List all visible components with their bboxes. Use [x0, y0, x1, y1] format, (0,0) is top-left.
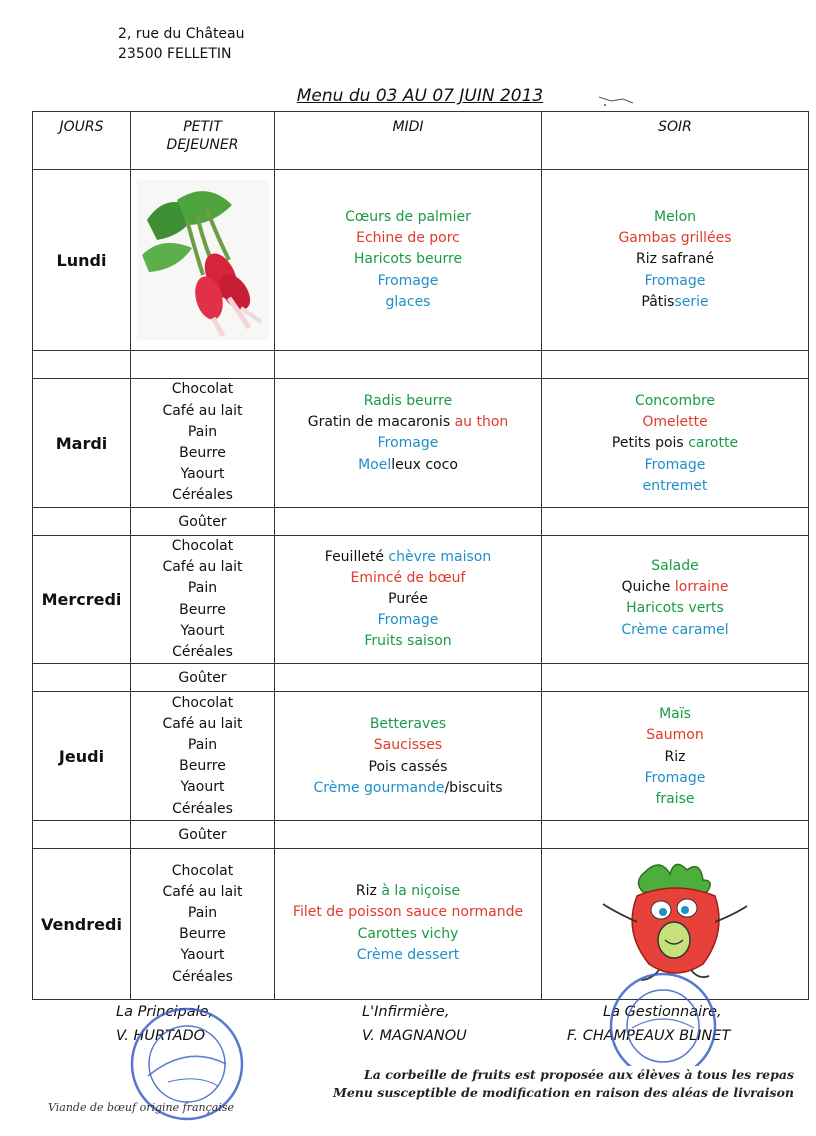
vendredi-midi: [275, 849, 542, 1000]
menu-title: Menu du 03 AU 07 JUIN 2013: [296, 86, 544, 106]
breakfast-item: Chocolat: [171, 694, 234, 711]
row-mardi: [33, 379, 809, 508]
menu-item: Pâtisserie: [641, 293, 709, 310]
mardi-midi: [275, 379, 542, 508]
row-mercredi-gouter: [33, 664, 809, 692]
beef-origin-note: Viande de bœuf origine française: [48, 1101, 234, 1114]
lundi-midi: [275, 170, 542, 351]
header-midi: MIDI: [275, 112, 542, 170]
breakfast-item: Pain: [187, 423, 218, 440]
address-city: 23500 FELLETIN: [118, 46, 232, 62]
day-vendredi: Vendredi: [33, 849, 131, 1000]
breakfast-item: Beurre: [179, 926, 226, 943]
menu-item: Saumon: [646, 727, 704, 744]
infirmiere-role: L'Infirmière,: [362, 1004, 450, 1020]
breakfast-item: Beurre: [179, 758, 226, 775]
breakfast-item: Café au lait: [162, 883, 243, 900]
menu-item: entremet: [642, 477, 708, 494]
header-petit-dejeuner: PETIT DEJEUNER: [131, 112, 275, 170]
breakfast-item: Céréales: [172, 968, 233, 985]
breakfast-item: Chocolat: [171, 862, 234, 879]
radish-image: [137, 180, 269, 340]
menu-item: Melon: [653, 208, 697, 225]
day-lundi: Lundi: [33, 170, 131, 351]
day-jeudi: Jeudi: [33, 692, 131, 821]
menu-item: Carottes vichy: [357, 925, 459, 942]
gouter-label: Goûter: [131, 821, 275, 849]
breakfast-item: Café au lait: [162, 715, 243, 732]
pen-mark-icon: [597, 91, 637, 111]
lundi-soir: [542, 170, 809, 351]
breakfast-item: Yaourt: [180, 779, 225, 796]
menu-item: Purée: [388, 591, 428, 607]
mardi-soir: [542, 379, 809, 508]
principale-name: V. HURTADO: [116, 1028, 206, 1044]
menu-item: Filet de poisson sauce normande: [292, 904, 524, 921]
menu-item: Concombre: [634, 393, 716, 409]
gestionnaire-name: F. CHAMPEAUX BLINET: [567, 1028, 731, 1044]
gestionnaire-role: La Gestionnaire,: [603, 1004, 722, 1020]
header-soir: SOIR: [542, 112, 809, 170]
menu-item: fraise: [655, 791, 695, 808]
menu-item: Gambas grillées: [618, 230, 732, 247]
menu-item: Radis beurre: [363, 393, 453, 409]
menu-item: Feuilleté chèvre maison: [324, 548, 492, 565]
menu-item: Petits pois carotte: [611, 435, 739, 452]
row-lundi: [33, 170, 809, 351]
day-mercredi: Mercredi: [33, 536, 131, 664]
fruit-notice: [333, 1066, 794, 1102]
menu-item: Crème gourmande/biscuits: [313, 779, 503, 796]
vendredi-petit-dejeuner: [131, 849, 275, 1000]
menu-item: Fromage: [644, 456, 706, 473]
breakfast-item: Yaourt: [180, 622, 225, 639]
school-address: [118, 24, 245, 64]
signature-infirmiere: [362, 1000, 467, 1048]
breakfast-item: Beurre: [179, 445, 226, 461]
menu-item: Moelleux coco: [358, 456, 458, 473]
menu-item: Riz à la niçoise: [355, 883, 461, 900]
menu-item: glaces: [385, 293, 431, 310]
breakfast-item: Chocolat: [171, 538, 234, 554]
infirmiere-name: V. MAGNANOU: [362, 1028, 467, 1044]
row-lundi-gouter: [33, 351, 809, 379]
breakfast-item: Yaourt: [180, 947, 225, 964]
fruit-notice-line2: Menu susceptible de modification en raison des aléas de livraison: [332, 1085, 794, 1100]
menu-item: Emincé de bœuf: [350, 569, 466, 586]
day-mardi: Mardi: [33, 379, 131, 508]
breakfast-item: Pain: [187, 580, 218, 597]
fruit-notice-line1: La corbeille de fruits est proposée aux élèves à tous les repas: [364, 1067, 794, 1082]
breakfast-item: Céréales: [172, 487, 233, 504]
jeudi-soir: [542, 692, 809, 821]
menu-item: Haricots verts: [626, 600, 724, 617]
jeudi-petit-dejeuner: [131, 692, 275, 821]
menu-item: Salade: [651, 558, 699, 574]
header-row: [33, 112, 809, 170]
mercredi-petit-dejeuner: [131, 536, 275, 664]
row-mercredi: [33, 536, 809, 664]
mardi-petit-dejeuner: [131, 379, 275, 508]
mercredi-midi: [275, 536, 542, 664]
menu-table: [32, 111, 809, 1000]
address-street: 2, rue du Château: [118, 26, 245, 42]
menu-item: Omelette: [642, 414, 708, 431]
jeudi-midi: [275, 692, 542, 821]
menu-item: Cœurs de palmier: [345, 208, 471, 225]
menu-item: Fromage: [644, 769, 706, 786]
menu-item: Echine de porc: [356, 230, 460, 247]
breakfast-item: Pain: [187, 905, 218, 922]
menu-item: Fruits saison: [364, 633, 452, 650]
breakfast-item: Café au lait: [162, 402, 243, 419]
lundi-petit-dejeuner-image: [131, 170, 275, 351]
header-jours: JOURS: [33, 112, 131, 170]
menu-item: Crème dessert: [356, 946, 460, 963]
menu-item: Betteraves: [369, 716, 447, 733]
breakfast-item: Céréales: [172, 644, 233, 661]
principale-role: La Principale,: [116, 1004, 214, 1020]
breakfast-item: Pain: [187, 737, 218, 754]
menu-item: Fromage: [377, 272, 439, 289]
breakfast-item: Chocolat: [171, 381, 234, 398]
menu-item: Crème caramel: [621, 621, 729, 638]
menu-item: Maïs: [659, 706, 691, 723]
gouter-label: Goûter: [131, 664, 275, 692]
breakfast-item: Céréales: [172, 800, 233, 817]
menu-item: Pois cassés: [368, 758, 448, 775]
gouter-label: Goûter: [131, 508, 275, 536]
ministry-stamp-icon: [588, 966, 738, 1066]
menu-item: Riz safrané: [635, 251, 715, 268]
mercredi-soir: [542, 536, 809, 664]
row-jeudi: [33, 692, 809, 821]
breakfast-item: Beurre: [179, 601, 226, 618]
breakfast-item: Yaourt: [180, 466, 225, 483]
menu-item: Fromage: [377, 435, 439, 452]
menu-item: Saucisses: [373, 737, 443, 754]
menu-item: Quiche lorraine: [621, 579, 729, 596]
menu-item: Fromage: [377, 612, 439, 629]
menu-item: Fromage: [644, 272, 706, 289]
breakfast-item: Café au lait: [162, 559, 243, 576]
menu-item: Riz: [664, 748, 686, 765]
menu-item: Gratin de macaronis au thon: [307, 414, 509, 431]
row-jeudi-gouter: [33, 821, 809, 849]
row-mardi-gouter: [33, 508, 809, 536]
menu-item: Haricots beurre: [353, 251, 463, 268]
